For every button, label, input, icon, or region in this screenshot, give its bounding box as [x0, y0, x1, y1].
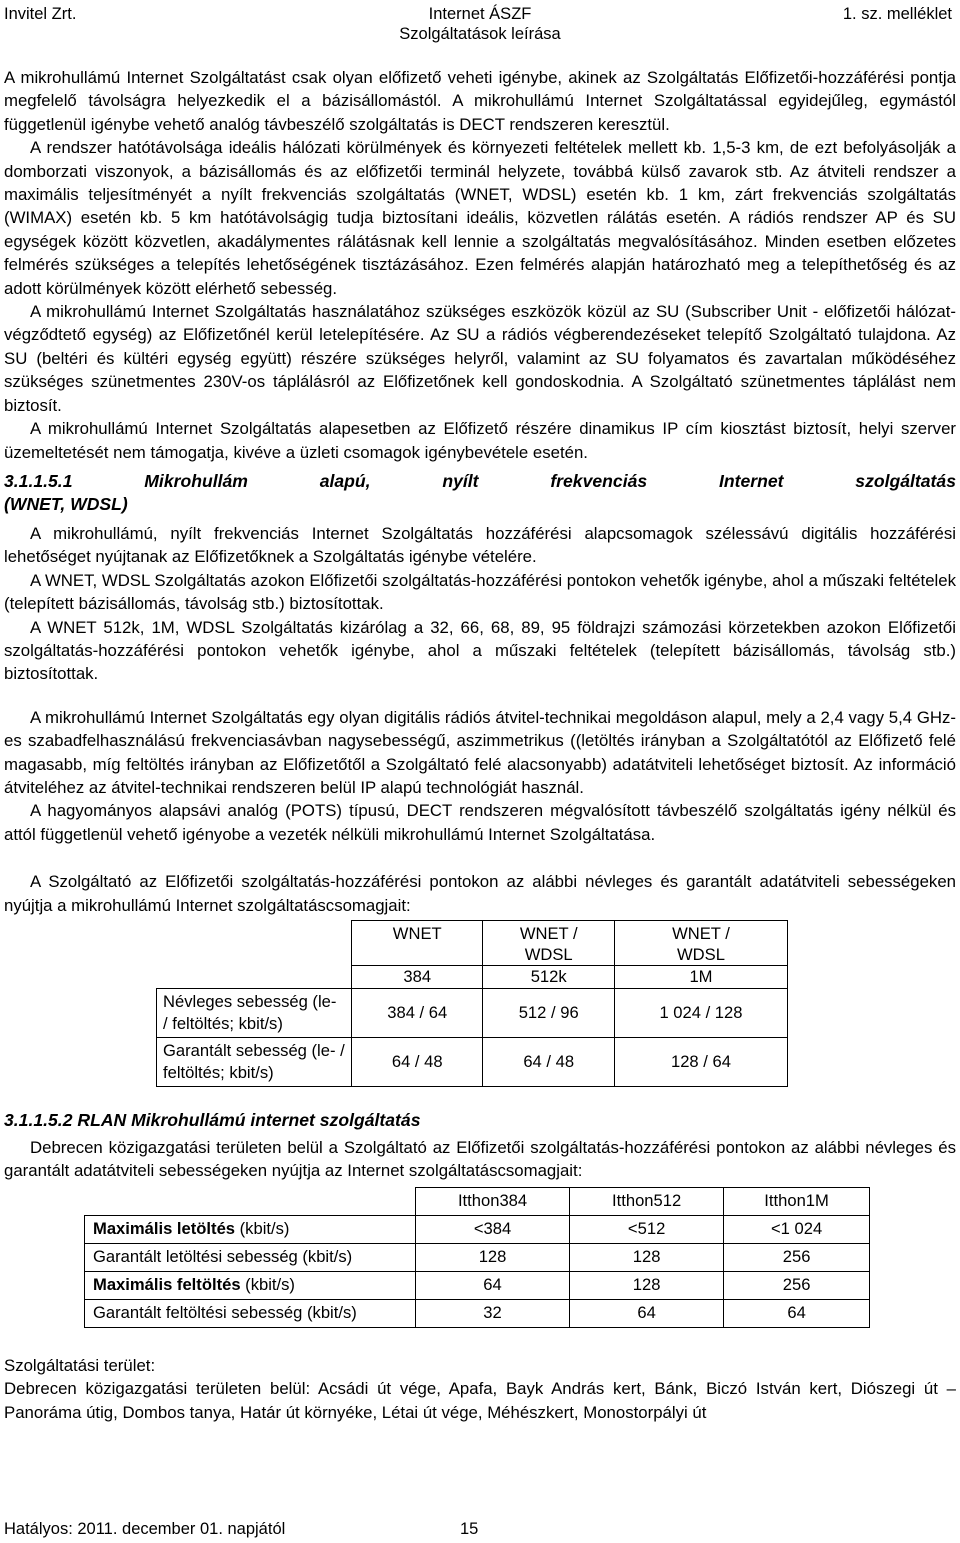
section-heading-word: nyílt	[442, 470, 479, 491]
table-header-cell: Itthon384	[416, 1187, 570, 1215]
table-cell: 384 / 64	[352, 989, 483, 1038]
table-empty-cell	[85, 1187, 416, 1215]
paragraph: A hagyományos alapsávi analóg (POTS) típusú, DECT rendszeren mégvalósított távbeszélő szolgáltatás igény nélkül és attól függetlenül vehető igényobe a vezeték nélküli mikrohullámú Internet Szolgáltatása.	[4, 801, 956, 844]
section-heading-word: alapú,	[319, 470, 371, 491]
spacer	[4, 1087, 956, 1109]
header-company: Invitel Zrt.	[4, 5, 77, 23]
table-empty-cell	[157, 921, 352, 989]
table-row	[85, 1299, 870, 1327]
table-row	[157, 921, 788, 966]
table-row-label: Névleges sebesség (le- / feltöltés; kbit/s)	[157, 989, 352, 1038]
paragraph: A mikrohullámú, nyílt frekvenciás Internet Szolgáltatás hozzáférési alapcsomagok szélessávú digitális hozzáférési lehetőséget nyújtanak az Előfizetőknek a Szolgáltatás igénybe vételére.	[4, 523, 956, 567]
document-body	[4, 66, 956, 1424]
section-heading-word: Mikrohullám	[144, 470, 248, 491]
spacer	[4, 846, 956, 870]
paragraph: A mikrohullámú Internet Szolgáltatást csak olyan előfizető veheti igénybe, akinek az Szolgáltatás Előfizetői-hozzáférési pontja megfelelő távolságra helyezkedik el a bázisállomástól. A mikrohullámú Internet Szolgáltatással egyidejűleg, egymástól függetlenül igénybe vehető analóg távbeszélő szolgáltatás is DECT rendszeren keresztül.	[4, 68, 956, 134]
table-cell: 64 / 48	[483, 1038, 614, 1087]
table-row-label: Garantált sebesség (le- / feltöltés; kbit/s)	[157, 1038, 352, 1087]
paragraph: A mikrohullámú Internet Szolgáltatás használatához szükséges eszközök közül az SU (Subscriber Unit - előfizetői hálózat-végződtető egység) az Előfizetőnél kerül letelepítésére. Az SU a rádiós végberendezéseket telepítő Szolgáltató tulajdona. Az SU (beltéri és kültéri egység együtt) részére szükséges helyről, valamint az SU folyamatos és zavartalan működéséhez szükséges szünetmentes 230V-os táplálásról az Előfizetőnek kell gondoskodnia. A Szolgáltató szünetmentes táplálást nem biztosít.	[4, 302, 956, 415]
table-cell: 128	[570, 1243, 724, 1271]
paragraph: A rendszer hatótávolsága ideális hálózati körülmények és környezeti feltételek mellett kb. 1,5-3 km, de ezt befolyásolják a domborzati viszonyok, a bázisállomás és az előfizetői terminál helyzete, továbbá külső zavarok stb. Az átviteli rendszer a maximális teljesítményét a nyílt frekvenciás szolgáltatás (WNET, WDSL) esetén kb. 1 km, zárt frekvenciás szolgáltatás (WIMAX) esetén kb. 5 km hatótávolságig tudja biztosítani ideális, közvetlen rálátás esetén. A rádiós rendszer AP és SU egységek között közvetlen, akadálymentes rálátásnak kell lennie a szolgáltatás megvalósításához. Minden esetben előzetes felmérés szükséges a telepítés lehetőségének tisztázásához. Ezen felmérés alapján határozható meg a telepíthetőség és az adott körülmények között elérhető sebesség.	[4, 138, 956, 298]
speed-table-wnet	[156, 920, 788, 1087]
section-heading-1-line2: (WNET, WDSL)	[4, 493, 128, 514]
table-cell: 256	[724, 1271, 870, 1299]
table-cell: 64	[724, 1299, 870, 1327]
paragraph: A mikrohullámú Internet Szolgáltatás alapesetben az Előfizető részére dinamikus IP cím kiosztást biztosít, helyi szerver üzemeltetését nem támogatja, kivéve a üzleti csomagok igénybevétele esetén.	[4, 419, 956, 462]
table-header-cell: 1M	[614, 966, 787, 989]
section-heading-2: 3.1.1.5.2 RLAN Mikrohullámú internet szolgáltatás	[4, 1110, 421, 1130]
section-heading-1	[4, 470, 956, 493]
paragraph: A mikrohullámú Internet Szolgáltatás egy olyan digitális rádiós átvitel-technikai megoldáson alapul, mely a 2,4 vagy 5,4 GHz-es szabadfelhasználású frekvenciasávban nagysebességű, aszimmetrikus ((letöltés irányban a Szolgáltatótól az Előfizető felé magasabb, míg feltöltés irányban az Előfizetőtől a Szolgáltató felé alacsonyabb) adatátviteli lehetőséget biztosít. Az információ átviteléhez az átvitel-technikai rendszeren belül IP alapú technológiát használ.	[4, 707, 956, 797]
table-cell: 128	[570, 1271, 724, 1299]
paragraph: A Szolgáltató az Előfizetői szolgáltatás-hozzáférési pontokon az alábbi névleges és garantált adatátviteli sebességeken nyújtja a mikrohullámú Internet szolgáltatáscsomagjait:	[4, 872, 956, 915]
table-row	[85, 1187, 870, 1215]
header-title-line2: Szolgáltatások leírása	[399, 25, 561, 43]
table-row-label: Maximális feltöltés (kbit/s)	[85, 1271, 416, 1299]
section-heading-word: Internet	[718, 470, 784, 491]
table-cell: <384	[416, 1215, 570, 1243]
table-cell: 64	[416, 1271, 570, 1299]
header-title	[0, 4, 960, 44]
table-row-label: Garantált feltöltési sebesség (kbit/s)	[85, 1299, 416, 1327]
section-heading-word: frekvenciás	[550, 470, 648, 491]
table-header-cell: WNET / WDSL	[483, 921, 614, 966]
table-cell: 128	[416, 1243, 570, 1271]
table-cell: <512	[570, 1215, 724, 1243]
paragraph: Debrecen közigazgatási területen belül a Szolgáltató az Előfizetői szolgáltatás-hozzáférési pontokon az alábbi névleges és garantált adatátviteli sebességeken nyújtja az Internet szolgáltatáscsomagjait:	[4, 1138, 956, 1181]
table-cell: <1 024	[724, 1215, 870, 1243]
table-row	[85, 1243, 870, 1271]
paragraph-label: Szolgáltatási terület:	[4, 1355, 156, 1375]
table-cell: 512 / 96	[483, 989, 614, 1038]
paragraph: Debrecen közigazgatási területen belül: Acsádi út vége, Apafa, Bayk András kert, Bánk, Biczó István kert, Diószegi út – Panoráma útig, Dombos tanya, Határ út környéke, Létai út vége, Méhészkert, Monostorpályi út	[4, 1379, 956, 1422]
table-header-cell: WNET	[352, 921, 483, 966]
spacer	[4, 686, 956, 706]
table-header-cell: Itthon1M	[724, 1187, 870, 1215]
page-footer	[4, 1519, 479, 1539]
header-annex: 1. sz. melléklet	[842, 5, 952, 23]
spacer	[4, 1328, 956, 1354]
table-row	[157, 1038, 788, 1087]
speed-table-itthon	[84, 1187, 870, 1328]
table-row-label: Maximális letöltés (kbit/s)	[85, 1215, 416, 1243]
footer-effective-date: Hatályos: 2011. december 01. napjától	[4, 1520, 286, 1538]
table-header-cell: WNET / WDSL	[614, 921, 787, 966]
page-number: 15	[460, 1520, 479, 1538]
table-header-cell: Itthon512	[570, 1187, 724, 1215]
header-title-line1: Internet ÁSZF	[428, 5, 532, 23]
table-cell: 128 / 64	[614, 1038, 787, 1087]
section-heading-word: szolgáltatás	[855, 470, 956, 491]
table-row-label: Garantált letöltési sebesség (kbit/s)	[85, 1243, 416, 1271]
table-row	[85, 1215, 870, 1243]
table-cell: 64	[570, 1299, 724, 1327]
table-cell: 64 / 48	[352, 1038, 483, 1087]
table-row	[85, 1271, 870, 1299]
section-heading-word: 3.1.1.5.1	[4, 470, 73, 491]
table-header-cell: 384	[352, 966, 483, 989]
table-header-cell: 512k	[483, 966, 614, 989]
paragraph: A WNET 512k, 1M, WDSL Szolgáltatás kizárólag a 32, 66, 68, 89, 95 földrajzi számozási körzetekben azokon Előfizetői szolgáltatás-hozzáférési pontokon vehetők igénybe, ahol a műszaki feltételek (telepített bázisállomás, távolság stb.) biztosítottak.	[4, 617, 956, 684]
table-cell: 256	[724, 1243, 870, 1271]
table-cell: 32	[416, 1299, 570, 1327]
paragraph: A WNET, WDSL Szolgáltatás azokon Előfizetői szolgáltatás-hozzáférési pontokon vehetők igénybe, ahol a műszaki feltételek (telepített bázisállomás, távolság stb.) biztosítottak.	[4, 570, 956, 614]
table-cell: 1 024 / 128	[614, 989, 787, 1038]
table-row	[157, 989, 788, 1038]
